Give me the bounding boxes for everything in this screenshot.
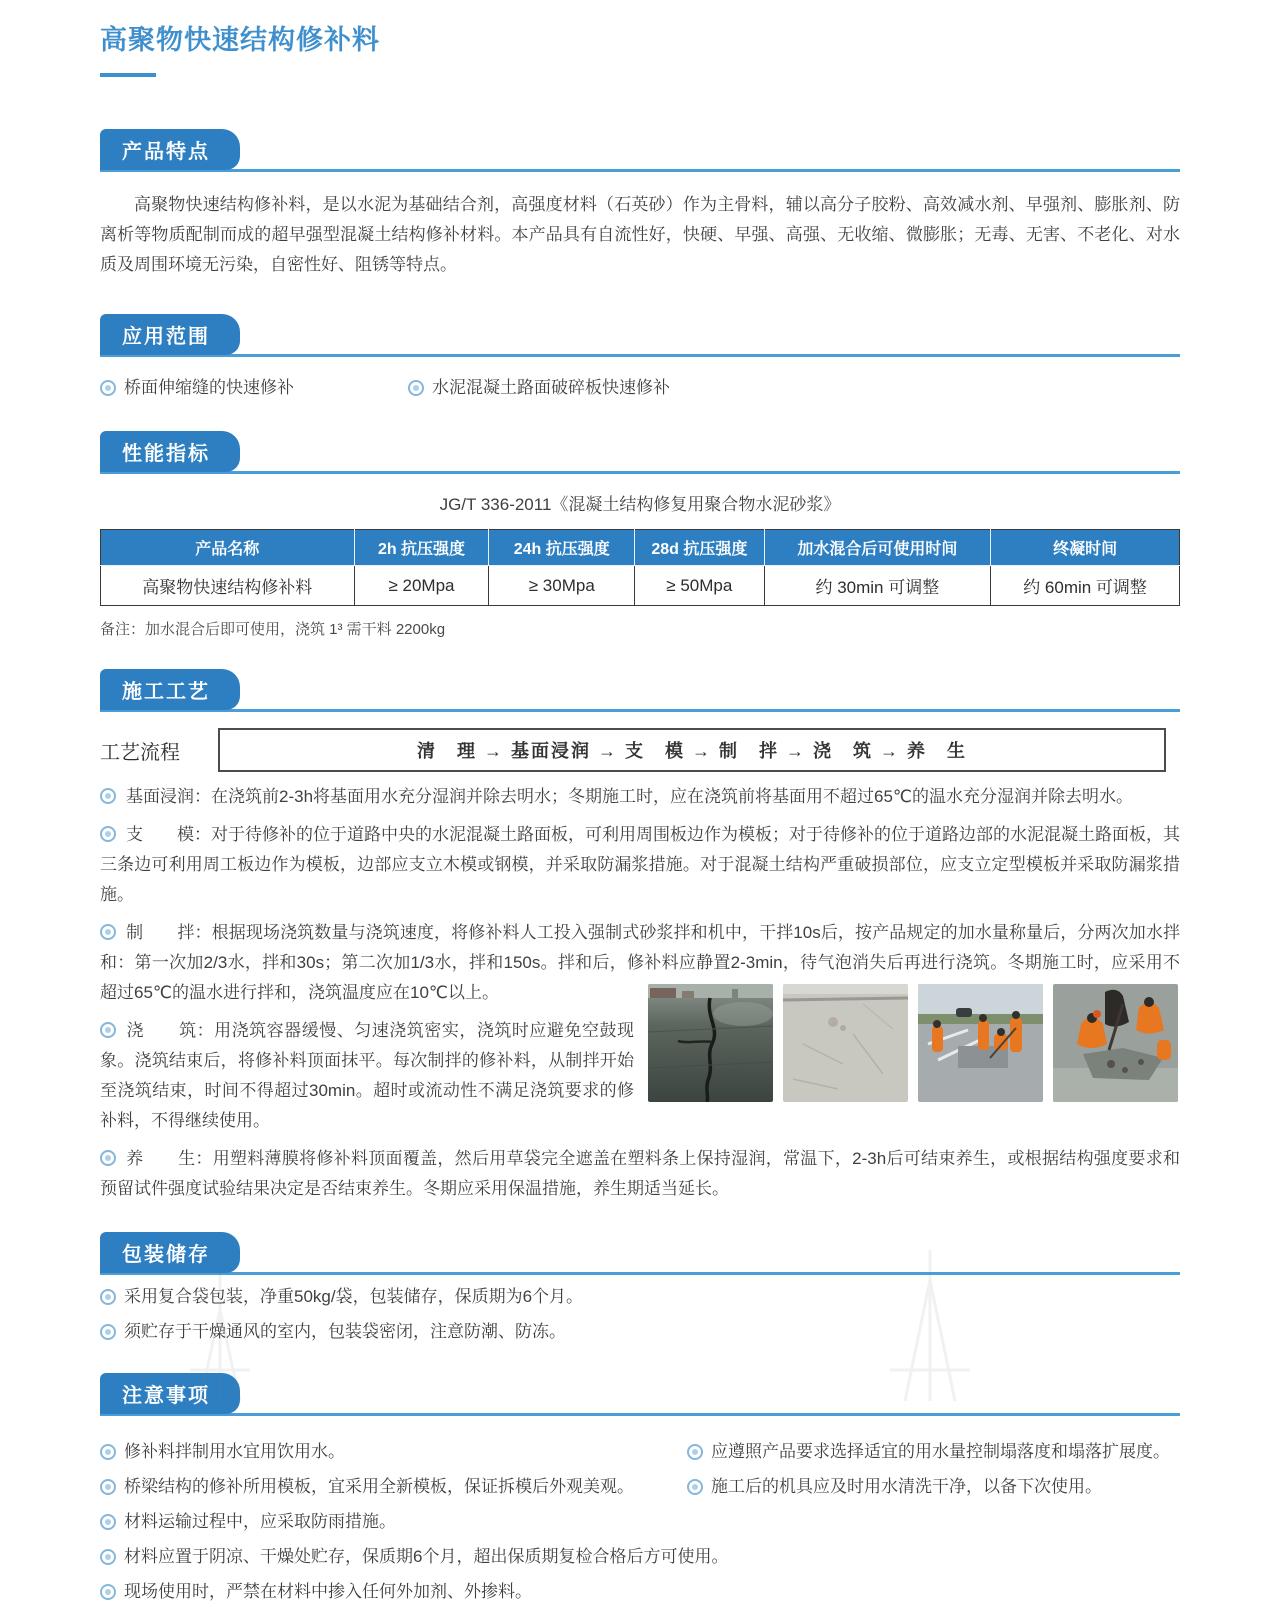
applications-list: [100, 375, 1180, 401]
section-tab-applications: 应用范围: [100, 314, 240, 355]
precaution-text: 修补料拌制用水宜用饮用水。: [124, 1442, 345, 1461]
section-header-precautions: [100, 1373, 1180, 1416]
table-header-cell: 2h 抗压强度: [354, 530, 489, 566]
application-item: [100, 375, 408, 401]
title-underline: [100, 73, 156, 77]
precaution-item: [687, 1474, 1180, 1500]
construction-steps: [100, 782, 1180, 1204]
construction-step: [100, 820, 1180, 910]
step-text: 支 模：对于待修补的位于道路中央的水泥混凝土路面板，可利用周围板边作为模板；对于待修补的位于道路边部的水泥混凝土路面板，其三条边可利用周工板边作为模板，边部应支立木模或钢模，并采取防漏浆措施。对于混凝土结构严重破损部位，应支立定型模板并采取防漏浆措施。: [100, 825, 1180, 904]
table-header-cell: 终凝时间: [991, 530, 1180, 566]
precaution-item: [100, 1509, 1180, 1535]
precaution-item: [100, 1544, 1180, 1570]
application-item: [408, 375, 1180, 401]
process-flow-label: 工艺流程: [100, 741, 180, 764]
circle-bullet-icon: [100, 1584, 116, 1600]
table-note: 备注：加水混合后即可使用，浇筑 1³ 需干料 2200kg: [100, 621, 446, 638]
precaution-text: 材料应置于阴凉、干燥处贮存，保质期6个月，超出保质期复检合格后方可使用。: [124, 1547, 729, 1566]
application-item-label: 桥面伸缩缝的快速修补: [124, 378, 294, 397]
step-text: 养 生：用塑料薄膜将修补料顶面覆盖，然后用草袋完全遮盖在塑料条上保持湿润，常温下，2-3h后可结束养生，或根据结构强度要求和预留试件强度试验结果决定是否结束养生。冬期应采用保温措施，养生期适当延长。: [100, 1149, 1180, 1198]
step-text: 制 拌：根据现场浇筑数量与浇筑速度，将修补料人工投入强制式砂浆拌和机中，干拌10s后，按产品规定的加水量称量后，分两次加水拌和：第一次加2/3水，拌和30s；第二次加1/3水，拌和150s。拌和后，修补料应静置2-3min，待气泡消失后再进行浇筑。冬期施工时，应采用不超过65℃的温水进行拌和，浇筑温度应在10℃以上。: [100, 923, 1180, 1002]
precaution-item: [100, 1474, 687, 1500]
table-header-cell: 28d 抗压强度: [635, 530, 764, 566]
features-paragraph: 高聚物快速结构修补料，是以水泥为基础结合剂，高强度材料（石英砂）作为主骨料，辅以高分子胶粉、高效减水剂、早强剂、膨胀剂、防离析等物质配制而成的超早强型混凝土结构修补材料。本产品具有自流性好，快硬、早强、高强、无收缩、微膨胀；无毒、无害、不老化、对水质及周围环境无污染，自密性好、阻锈等特点。: [100, 195, 1180, 274]
process-flow-box: 清 理 → 基面浸润 → 支 模 → 制 拌 → 浇 筑 → 养 生: [218, 728, 1166, 772]
cracked-pavement-photo: [648, 984, 773, 1102]
construction-step: [100, 1144, 1180, 1204]
precaution-text: 材料运输过程中，应采取防雨措施。: [124, 1512, 396, 1531]
circle-bullet-icon: [100, 1549, 116, 1565]
circle-bullet-icon: [100, 924, 116, 940]
circle-bullet-icon: [100, 1022, 116, 1038]
packaging-list: [100, 1284, 1180, 1345]
circle-bullet-icon: [100, 1150, 116, 1166]
table-cell: 高聚物快速结构修补料: [101, 566, 355, 606]
packaging-item: [100, 1319, 1180, 1345]
table-cell: 约 30min 可调整: [764, 566, 991, 606]
circle-bullet-icon: [100, 380, 116, 396]
packaging-item: [100, 1284, 1180, 1310]
table-cell: ≥ 30Mpa: [489, 566, 635, 606]
circle-bullet-icon: [100, 788, 116, 804]
site-photo-strip: [648, 984, 1180, 1102]
step-text: 浇 筑：用浇筑容器缓慢、匀速浇筑密实，浇筑时应避免空鼓现象。浇筑结束后，将修补料顶面抹平。每次制拌的修补料，从制拌开始至浇筑结束，时间不得超过30min。超时或流动性不满足浇筑要求的修补料，不得继续使用。: [100, 1021, 634, 1130]
circle-bullet-icon: [100, 1324, 116, 1340]
circle-bullet-icon: [687, 1479, 703, 1495]
circle-bullet-icon: [100, 1444, 116, 1460]
section-header-performance: [100, 431, 1180, 474]
table-header-cell: 产品名称: [101, 530, 355, 566]
table-row: [101, 566, 1180, 606]
precaution-item: [687, 1439, 1180, 1465]
circle-bullet-icon: [100, 1289, 116, 1305]
standard-reference: JG/T 336-2011《混凝土结构修复用聚合物水泥砂浆》: [439, 495, 841, 514]
precaution-item: [100, 1439, 687, 1465]
section-tab-construction: 施工工艺: [100, 669, 240, 710]
road-repair-crew-photo: [918, 984, 1043, 1102]
precaution-item: [100, 1579, 1180, 1605]
process-flow-row: [100, 728, 1180, 772]
table-header-cell: 加水混合后可使用时间: [764, 530, 991, 566]
repaired-surface-photo: [783, 984, 908, 1102]
performance-table: [100, 529, 1180, 606]
datasheet-page: [100, 0, 1180, 1605]
circle-bullet-icon: [100, 1479, 116, 1495]
precaution-text: 桥梁结构的修补所用模板，宜采用全新模板，保证拆模后外观美观。: [124, 1477, 634, 1496]
section-header-features: [100, 129, 1180, 172]
section-tab-packaging: 包装储存: [100, 1232, 240, 1273]
step-text: 基面浸润：在浇筑前2-3h将基面用水充分湿润并除去明水；冬期施工时，应在浇筑前将基面用不超过65℃的温水充分湿润并除去明水。: [126, 787, 1134, 806]
repair-work-closeup-photo: [1053, 984, 1178, 1102]
section-tab-precautions: 注意事项: [100, 1373, 240, 1414]
circle-bullet-icon: [408, 380, 424, 396]
table-cell: ≥ 20Mpa: [354, 566, 489, 606]
section-tab-features: 产品特点: [100, 129, 240, 170]
circle-bullet-icon: [687, 1444, 703, 1460]
section-tab-performance: 性能指标: [100, 431, 240, 472]
precaution-text: 施工后的机具应及时用水清洗干净，以备下次使用。: [711, 1477, 1102, 1496]
construction-step: [100, 782, 1180, 812]
table-header-cell: 24h 抗压强度: [489, 530, 635, 566]
table-cell: ≥ 50Mpa: [635, 566, 764, 606]
circle-bullet-icon: [100, 826, 116, 842]
packaging-item-text: 采用复合袋包装，净重50kg/袋，包装储存，保质期为6个月。: [124, 1287, 584, 1306]
application-item-label: 水泥混凝土路面破碎板快速修补: [432, 378, 670, 397]
table-cell: 约 60min 可调整: [991, 566, 1180, 606]
page-title: 高聚物快速结构修补料: [100, 25, 380, 55]
precaution-text: 应遵照产品要求选择适宜的用水量控制塌落度和塌落扩展度。: [711, 1442, 1170, 1461]
section-header-applications: [100, 314, 1180, 357]
section-header-construction: [100, 669, 1180, 712]
section-header-packaging: [100, 1232, 1180, 1275]
packaging-item-text: 须贮存于干燥通风的室内，包装袋密闭，注意防潮、防冻。: [124, 1322, 566, 1341]
precautions-list: [100, 1430, 1180, 1605]
circle-bullet-icon: [100, 1514, 116, 1530]
table-header-row: [101, 530, 1180, 566]
precaution-text: 现场使用时，严禁在材料中掺入任何外加剂、外掺料。: [124, 1582, 532, 1601]
